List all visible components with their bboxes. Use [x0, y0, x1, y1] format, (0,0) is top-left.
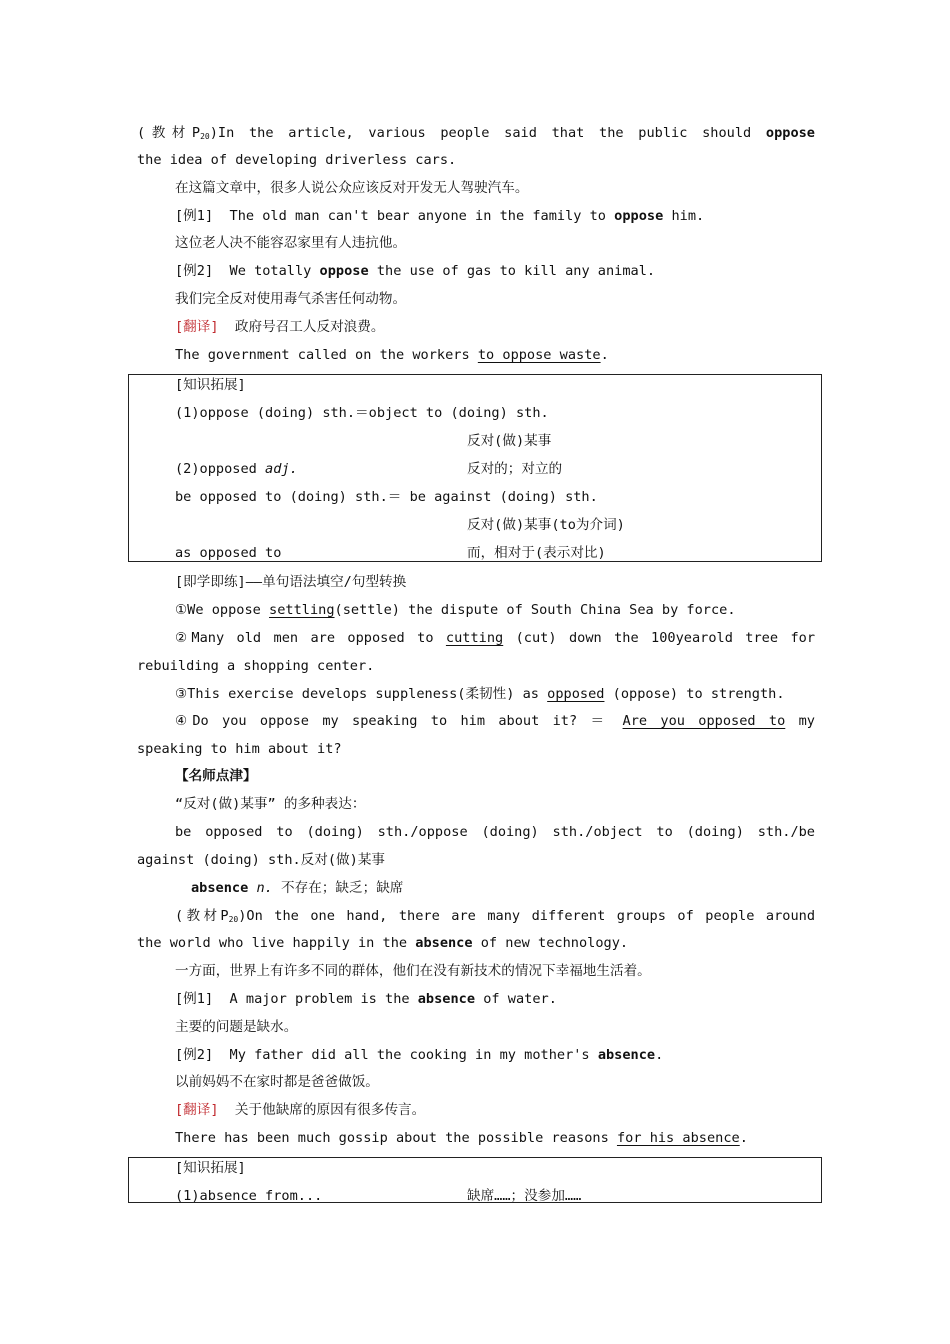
- source-sentence-absence-cn: 一方面，世界上有许多不同的群体，他们在没有新技术的情况下幸福地生活着。: [175, 963, 651, 979]
- example-2-oppose: [例2] We totally oppose the use of gas to kill any animal.: [175, 263, 656, 279]
- knowledge-item-4-cn: 而，相对于(表示对比): [467, 545, 606, 561]
- source-sentence-absence-line2: the world who live happily in the absence of new technology.: [137, 935, 629, 951]
- tips-title: 【名师点津】: [175, 768, 257, 784]
- knowledge-box-title: [知识拓展]: [175, 1160, 246, 1176]
- practice-q2-line2: rebuilding a shopping center.: [137, 658, 375, 674]
- answer-blank: settling: [269, 602, 335, 618]
- source-sentence-absence: (教材$P_{20})On$ the one hand, there are many different groups of people around: [175, 908, 816, 924]
- source-sentence-oppose-cn: 在这篇文章中，很多人说公众应该反对开发无人驾驶汽车。: [175, 180, 529, 196]
- practice-q4-line2: speaking to him about it?: [137, 741, 342, 757]
- knowledge-item-3: be opposed to (doing) sth.＝ be against (doing) sth.: [175, 489, 598, 505]
- translate-task-oppose: [翻译] 政府号召工人反对浪费。: [175, 319, 385, 335]
- translate-tag: [翻译]: [175, 1102, 219, 1118]
- knowledge-item-absence-1-cn: 缺席……；没参加……: [467, 1188, 582, 1204]
- source-sentence-oppose-line2: the idea of developing driverless cars.: [137, 152, 457, 168]
- example-2-oppose-cn: 我们完全反对使用毒气杀害任何动物。: [175, 291, 407, 307]
- tips-line-1: “反对(做)某事” 的多种表达：: [175, 796, 366, 812]
- knowledge-item-4: as opposed to: [175, 545, 282, 561]
- tips-line-3: against (doing) sth.反对(做)某事: [137, 852, 386, 868]
- example-2-absence-cn: 以前妈妈不在家时都是爸爸做饭。: [175, 1074, 379, 1090]
- example-1-oppose-cn: 这位老人决不能容忍家里有人违抗他。: [175, 235, 407, 251]
- tips-line-2: be opposed to (doing) sth./oppose (doing) sth./object to (doing) sth./be: [175, 824, 815, 840]
- knowledge-item-3-cn: 反对(做)某事(to为介词): [467, 517, 625, 533]
- example-1-absence: [例1] A major problem is the absence of water.: [175, 991, 557, 1007]
- translate-answer-oppose: The government called on the workers to oppose waste.: [175, 347, 609, 363]
- knowledge-item-1: (1)oppose (doing) sth.＝object to (doing) sth.: [175, 405, 549, 421]
- translate-answer-absence: There has been much gossip about the possible reasons for his absence.: [175, 1130, 748, 1146]
- knowledge-box-title: [知识拓展]: [175, 377, 246, 393]
- practice-title: [即学即练]——单句语法填空/句型转换: [175, 574, 407, 590]
- knowledge-item-absence-1: (1)absence from...: [175, 1188, 323, 1204]
- headword-absence: absence n. 不存在；缺乏；缺席: [191, 880, 404, 896]
- practice-q4: ④Do you oppose my speaking to him about it? ＝ Are you opposed to my: [175, 713, 815, 729]
- translate-tag: [翻译]: [175, 319, 219, 335]
- answer-blank: Are you opposed to: [622, 713, 786, 729]
- example-1-absence-cn: 主要的问题是缺水。: [175, 1019, 298, 1035]
- practice-q2: ②Many old men are opposed to cutting (cut) down the 100yearold tree for: [175, 630, 816, 646]
- example-2-absence: [例2] My father did all the cooking in my mother's absence.: [175, 1047, 664, 1063]
- answer-blank: opposed: [547, 686, 605, 702]
- knowledge-item-1-cn: 反对(做)某事: [467, 433, 552, 449]
- answer-blank: cutting: [445, 630, 504, 646]
- example-1-oppose: [例1] The old man can't bear anyone in the family to oppose him.: [175, 208, 705, 224]
- source-sentence-oppose: (教材$P_{20})In$ the article, various people said that the public should oppose: [137, 125, 815, 141]
- practice-q1: ①We oppose settling(settle) the dispute of South China Sea by force.: [175, 602, 736, 618]
- knowledge-item-2-cn: 反对的；对立的: [467, 461, 563, 477]
- practice-q3: ③This exercise develops suppleness(柔韧性) as opposed (oppose) to strength.: [175, 686, 785, 702]
- translate-task-absence: [翻译] 关于他缺席的原因有很多传言。: [175, 1102, 426, 1118]
- knowledge-item-2: (2)opposed adj.: [175, 461, 298, 477]
